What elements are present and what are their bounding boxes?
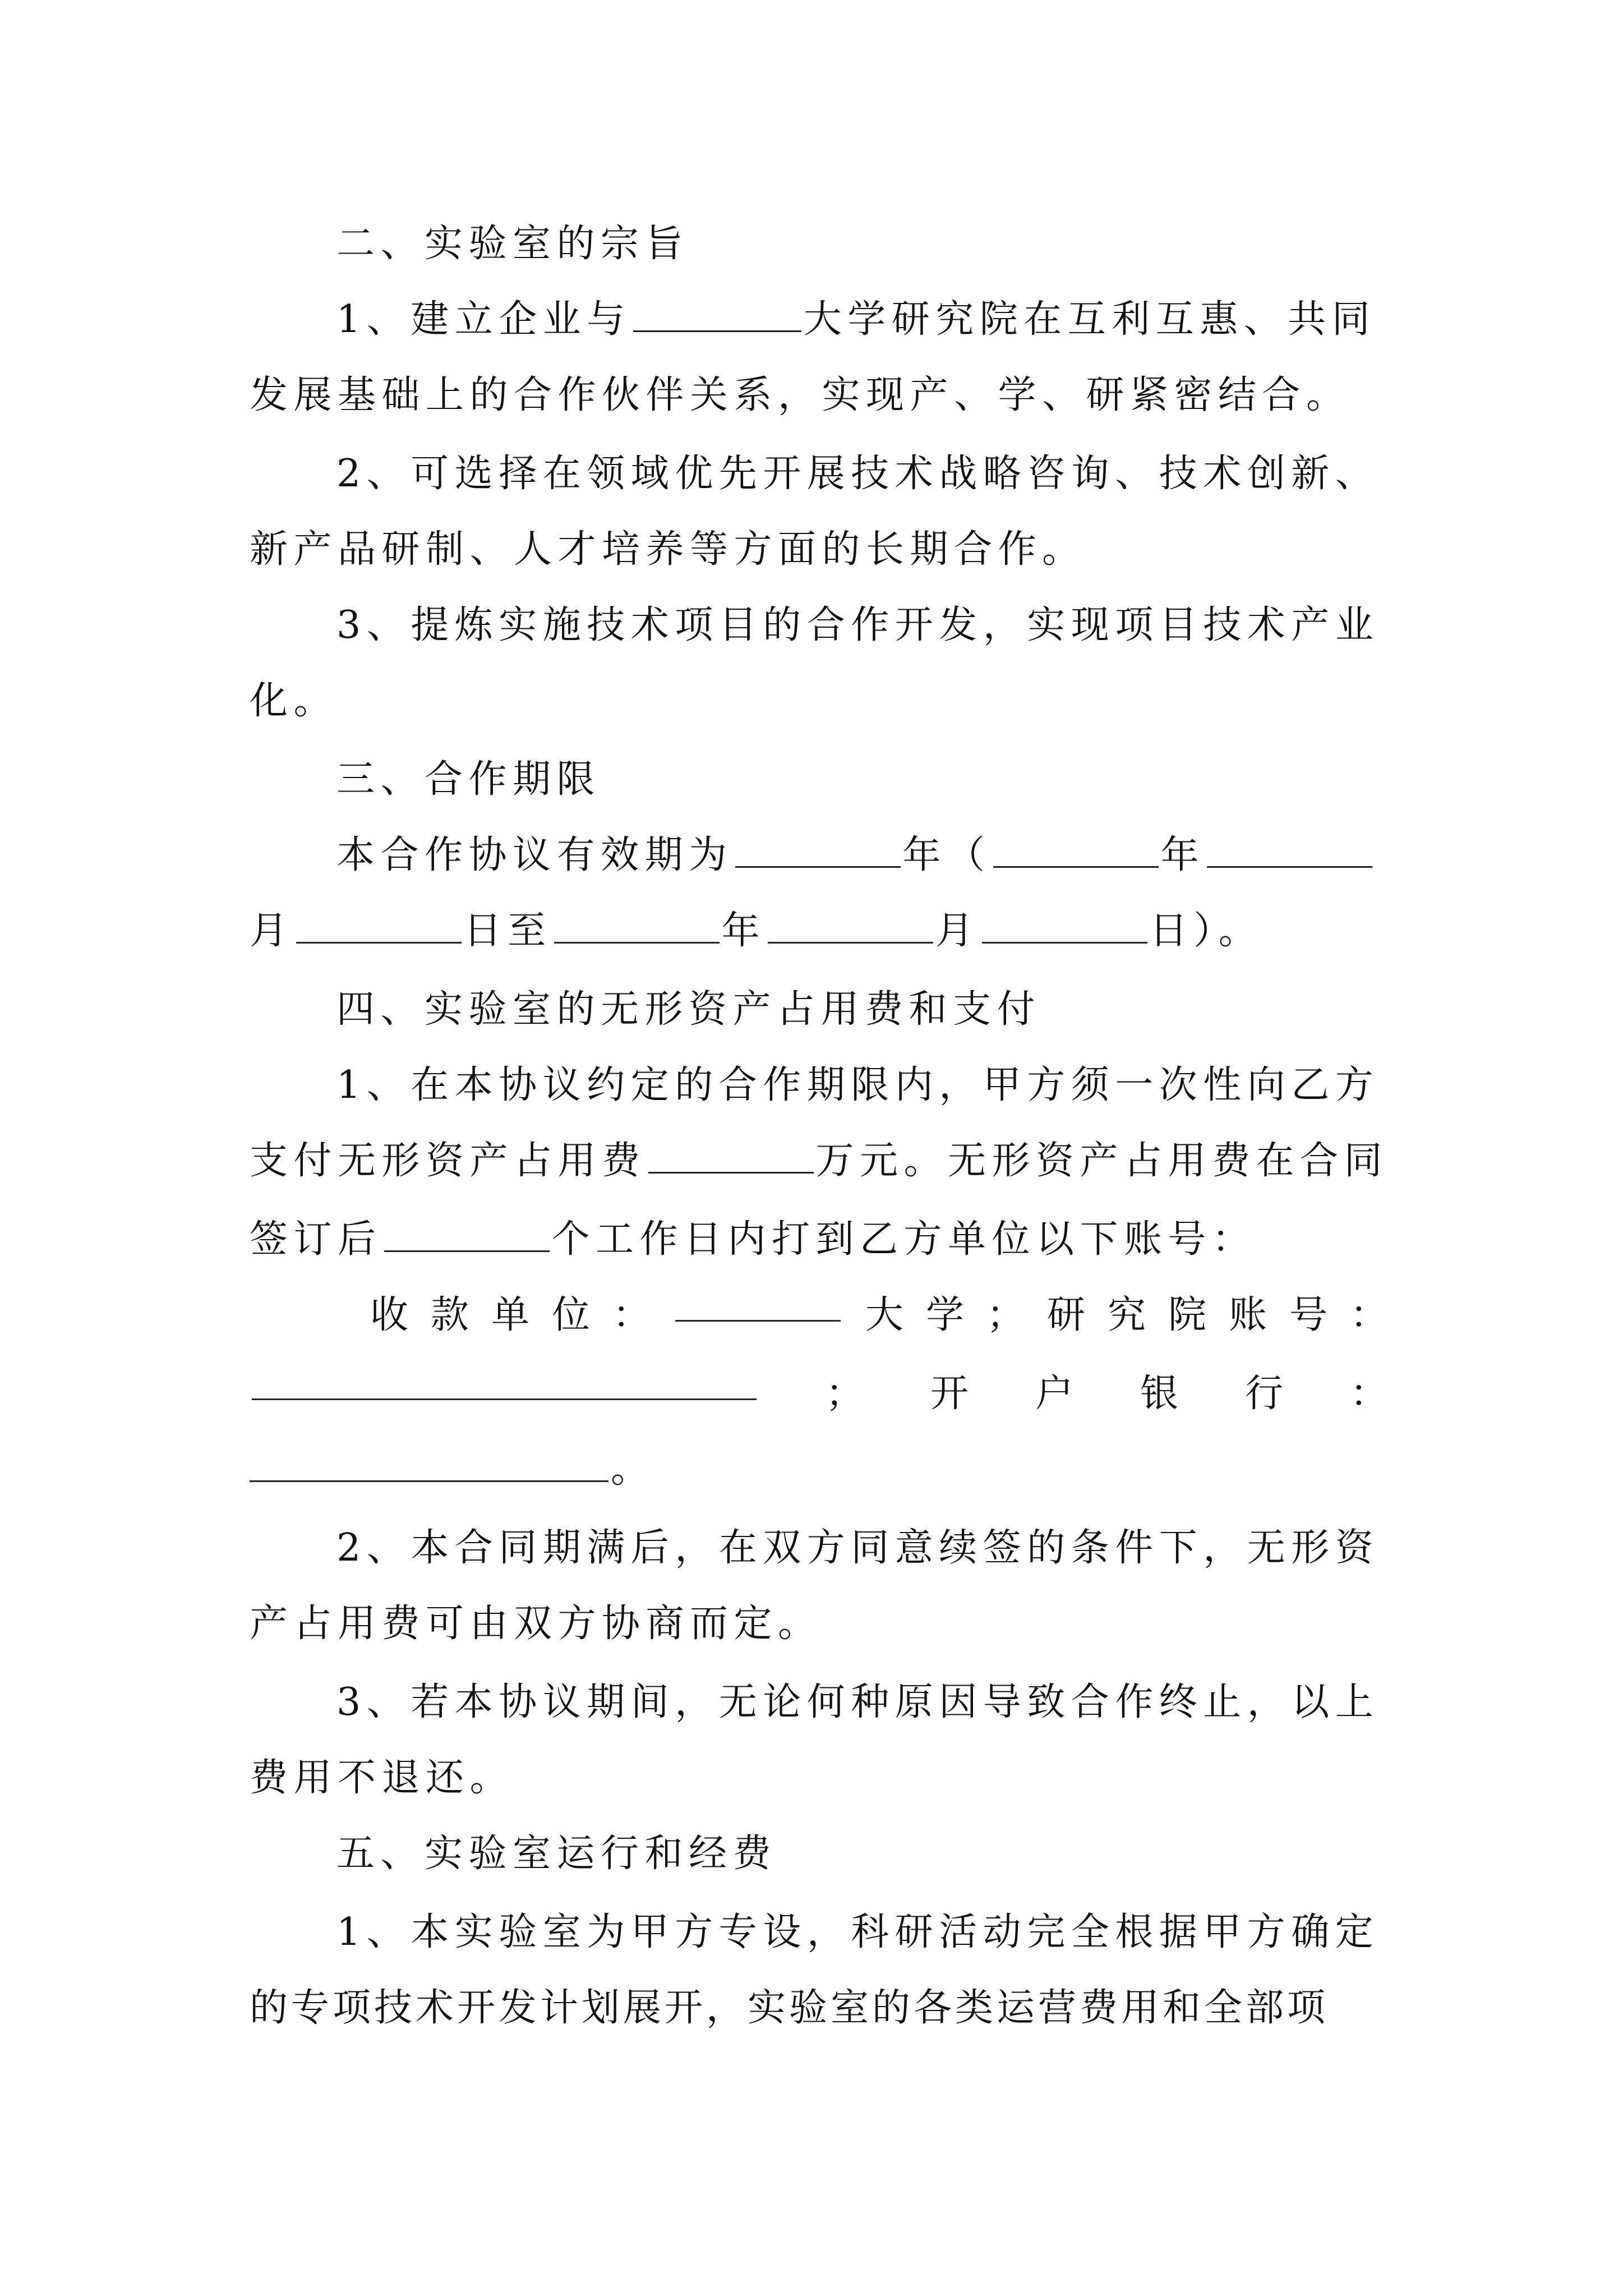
paragraph-line: 本合作协议有效期为 年（ 年 [336, 827, 1388, 884]
fill-blank[interactable] [633, 298, 801, 332]
fill-blank[interactable] [296, 909, 462, 944]
fill-blank[interactable] [554, 909, 720, 944]
paragraph-line: 费用不退还。 [250, 1756, 514, 1800]
paragraph-line: 化。 [250, 679, 338, 723]
account-line: 收 款 单 位 ： 大 学 ； 研 究 院 账 号 ： [370, 1287, 1388, 1343]
paragraph-line: 发展基础上的合作伙伴关系，实现产、学、研紧密结合。 [250, 373, 1350, 417]
fill-blank[interactable] [675, 1287, 841, 1322]
paragraph-line: 3、若本协议期间，无论何种原因导致合作终止，以上 [336, 1680, 1380, 1724]
fill-blank[interactable] [735, 834, 901, 868]
account-line: 。 [250, 1442, 1388, 1498]
paragraph-line: 新产品研制、人才培养等方面的长期合作。 [250, 527, 1086, 572]
paragraph-line: 2、可选择在领域优先开展技术战略咨询、技术创新、 [336, 452, 1380, 496]
heading-operation: 五、实验室运行和经费 [336, 1832, 777, 1876]
paragraph-line: 1、在本协议约定的合作期限内，甲方须一次性向乙方 [336, 1063, 1380, 1107]
paragraph-line: 产占用费可由双方协商而定。 [250, 1602, 822, 1646]
fill-blank[interactable] [648, 1139, 814, 1174]
heading-purpose: 二、实验室的宗旨 [336, 222, 689, 266]
fill-blank[interactable] [384, 1218, 550, 1252]
paragraph-line: 1、本实验室为甲方专设，科研活动完全根据甲方确定 [336, 1910, 1380, 1954]
fill-blank[interactable] [252, 1366, 757, 1400]
paragraph-line: 3、提炼实施技术项目的合作开发，实现项目技术产业 [336, 603, 1380, 647]
paragraph-line: 1、建立企业与 大学研究院在互利互惠、共同 [336, 297, 1376, 342]
fill-blank[interactable] [1207, 834, 1372, 868]
paragraph-line: 的专项技术开发计划展开，实验室的各类运营费用和全部项 [250, 1986, 1329, 2030]
fill-blank[interactable] [982, 909, 1147, 944]
paragraph-line: 签订后 个工作日内打到乙方单位以下账号： [250, 1217, 1256, 1262]
heading-fees: 四、实验室的无形资产占用费和支付 [336, 987, 1041, 1032]
paragraph-line: 2、本合同期满后，在双方同意续签的条件下，无形资 [336, 1526, 1380, 1570]
paragraph-line: 支付无形资产占用费 万元。无形资产占用费在合同 [250, 1139, 1389, 1183]
heading-term: 三、合作期限 [336, 757, 601, 802]
fill-blank[interactable] [993, 834, 1159, 868]
account-line: ； 开 户 银 行 ： [250, 1366, 1388, 1422]
fill-blank[interactable] [250, 1448, 608, 1482]
paragraph-line: 月 日至 年 月 日）。 [250, 909, 1263, 953]
fill-blank[interactable] [768, 909, 933, 944]
